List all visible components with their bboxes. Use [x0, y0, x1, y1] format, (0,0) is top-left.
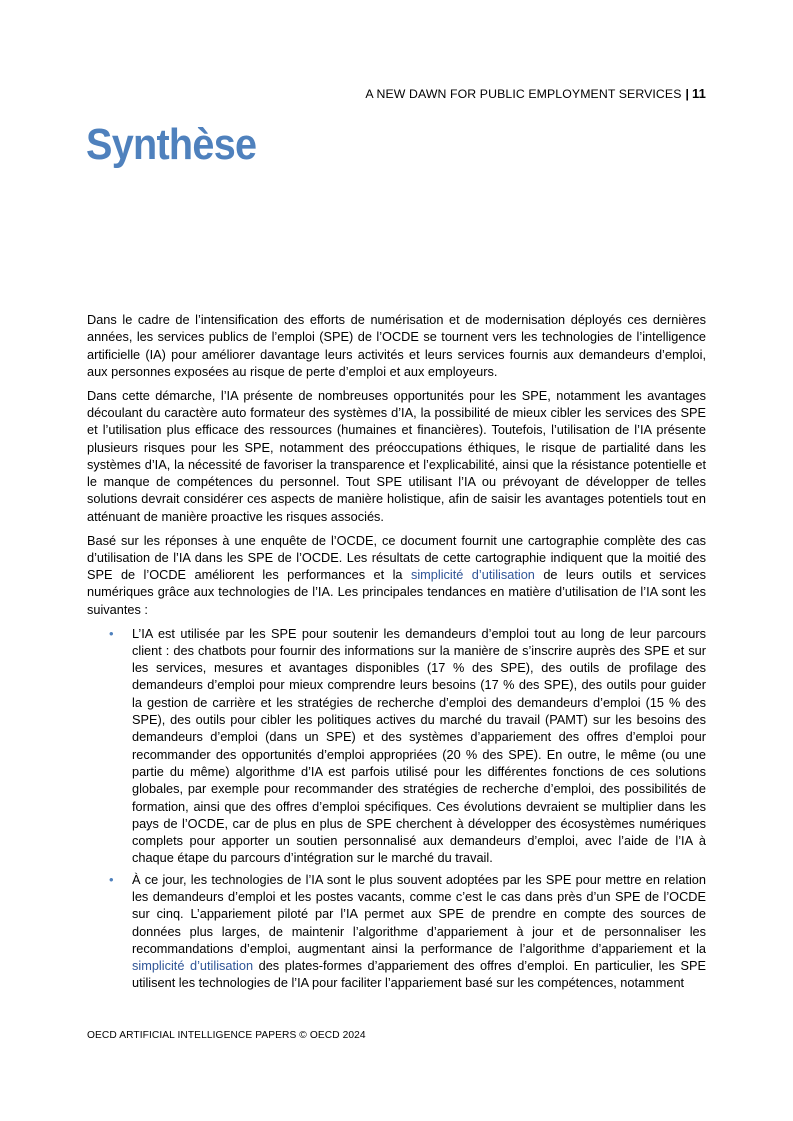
- paragraph-2: Dans cette démarche, l’IA présente de nombreuses opportunités pour les SPE, notamment les avantages découlant du caractère auto formateur des systèmes d’IA, la possibilité de mieux cibler les services des SPE et l’utilisation plus efficace des ressources (humaines et financières). Toutefois, l’utilisation de l’IA présente plusieurs risques pour les SPE, notamment des préoccupations éthiques, le risque de partialité dans les systèmes d’IA, la nécessité de favoriser la transparence et l’explicabilité, ainsi que la résistance potentielle et le manque de compétences du personnel. Tout SPE utilisant l’IA ou prévoyant de développer de telles solutions devrait considérer ces aspects de manière holistique, afin de saisir les avantages potentiels tout en atténuant de manière proactive les risques associés.: [87, 387, 706, 524]
- paragraph-3-highlight: simplicité d’utilisation: [410, 567, 535, 583]
- bullet-list: [87, 625, 706, 992]
- running-title: A NEW DAWN FOR PUBLIC EMPLOYMENT SERVICES: [365, 87, 682, 101]
- paragraph-3-text-after: de leurs outils et services numériques grâce aux technologies de l’IA. Les principales tendances en matière d’utilisation de l’IA sont les suivantes :: [87, 567, 707, 617]
- bullet-item-2-text-before: À ce jour, les technologies de l’IA sont le plus souvent adoptées par les SPE pour mettre en relation les demandeurs d’emploi et les postes vacants, comme c’est le cas dans près d’un SPE de l’OCDE sur cinq. L’appariement piloté par l’IA permet aux SPE de prendre en compte des sources de données plus larges, de maintenir l’algorithme d’appariement à jour et de personnaliser les recommandations d’emploi, augmentant ainsi la performance de l’algorithme d’appariement et la: [132, 871, 706, 956]
- bullet-icon: •: [109, 871, 114, 887]
- running-header: [365, 86, 706, 101]
- paragraph-3: [87, 532, 706, 618]
- bullet-icon: •: [109, 625, 114, 641]
- paragraph-1: Dans le cadre de l’intensification des efforts de numérisation et de modernisation déployés ces dernières années, les services publics de l’emploi (SPE) de l’OCDE se tournent vers les technologies de l’intelligence artificielle (IA) pour améliorer davantage leurs activités et leurs services fournis aux demandeurs d’emploi, aux personnes exposées au risque de perte d’emploi et aux employeurs.: [87, 312, 706, 379]
- body-text: [87, 311, 706, 996]
- header-separator: |: [685, 87, 690, 101]
- bullet-item-2-text-after: des plates-formes d’appariement des offres d’emploi. En particulier, les SPE utilisent les technologies de l’IA pour faciliter l’appariement basé sur les compétences, notamment: [132, 958, 706, 991]
- page-number: 11: [692, 86, 706, 101]
- bullet-item-2-highlight: simplicité d’utilisation: [132, 958, 254, 974]
- bullet-item-2: [87, 871, 706, 992]
- page-footer: OECD ARTIFICIAL INTELLIGENCE PAPERS © OECD 2024: [87, 1030, 366, 1041]
- bullet-item-1: [87, 625, 706, 867]
- bullet-item-1-text: L’IA est utilisée par les SPE pour soutenir les demandeurs d’emploi tout au long de leur parcours client : des chatbots pour fournir des informations sur la manière de s’inscrire auprès des SPE et sur les services, mesures et avantages disponibles (17 % des SPE), des outils de profilage des demandeurs d’emploi pour mieux comprendre leurs besoins (17 % des SPE), des outils pour guider la gestion de carrière et les stratégies de recherche d’emploi des demandeurs d’emploi (15 % des SPE), des outils pour cibler les politiques actives du marché du travail (PAMT) sur les besoins des demandeurs d’emploi (dans un SPE) et des systèmes d’appariement des offres d’emploi pour recommander des opportunités d’emploi appropriées (20 % des SPE). En outre, le même (ou une partie du même) algorithme d’IA est parfois utilisé pour les différentes fonctions de ces solutions globales, par exemple pour recommander des stratégies de recherche d’emploi, des possibilités de formation, ainsi que des offres d’emploi spécifiques. Ces évolutions devraient se multiplier dans les pays de l’OCDE, car de plus en plus de SPE cherchent à développer des écosystèmes numériques complets pour apporter un soutien personnalisé aux demandeurs d’emploi, avec l’aide de l’IA à chaque étape du parcours d’intégration sur le marché du travail.: [132, 625, 706, 866]
- page-title: Synthèse: [86, 120, 257, 169]
- paragraph-3-text-before: Basé sur les réponses à une enquête de l’OCDE, ce document fournit une cartographie complète des cas d’utilisation de l’IA dans les SPE de l’OCDE. Les résultats de cette cartographie indiquent que la moitié des SPE de l’OCDE améliorent les performances et la: [87, 532, 706, 583]
